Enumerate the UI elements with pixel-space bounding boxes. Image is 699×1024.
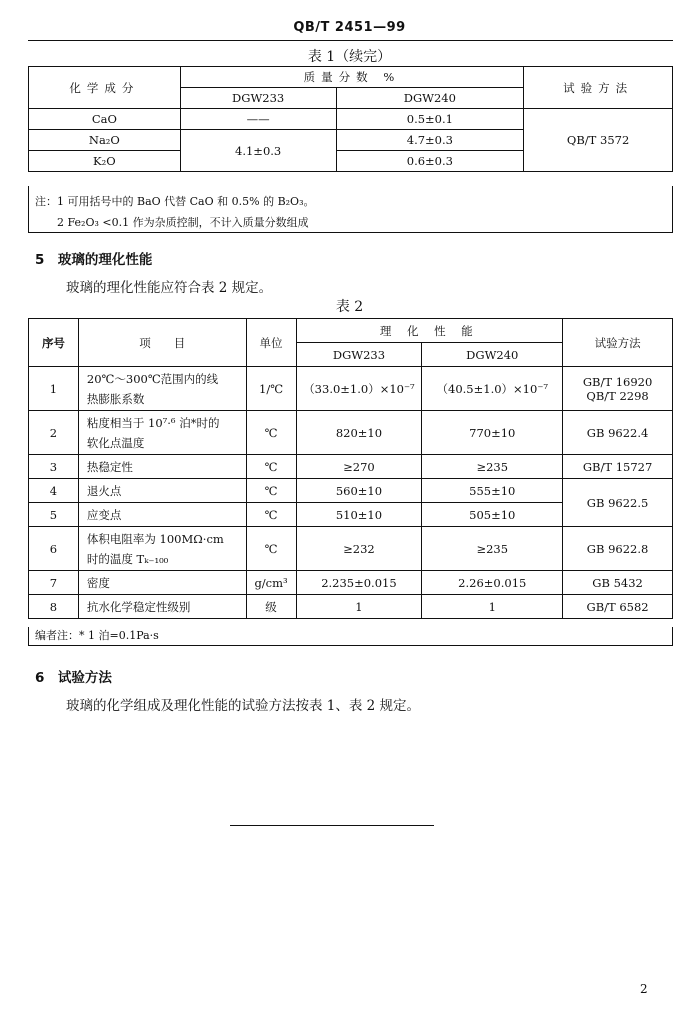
header-rule (28, 40, 673, 41)
t1-cell-component: Na₂O (29, 130, 181, 151)
t2-cell-unit: 1/℃ (246, 367, 296, 411)
t2-cell-dgw233: 1 (296, 595, 422, 619)
section6-paragraph: 玻璃的化学组成及理化性能的试验方法按表 1、表 2 规定。 (66, 698, 421, 714)
t1-cell-dgw233: 4.1±0.3 (180, 130, 336, 172)
t1-cell-method: QB/T 3572 (524, 109, 673, 172)
t2-header-no: 序号 (29, 319, 79, 367)
table1-note-1: 注：1 可用括号中的 BaO 代替 CaO 和 0.5% 的 B₂O₃。 (35, 195, 315, 208)
t2-cell-dgw233: 820±10 (296, 411, 422, 455)
t2-cell-method (563, 367, 673, 411)
t2-cell-dgw233: 560±10 (296, 479, 422, 503)
t2-cell-no: 5 (29, 503, 79, 527)
table-row (29, 479, 673, 503)
section5-heading: 5 玻璃的理化性能 (35, 252, 153, 268)
t2-cell-dgw240: 555±10 (422, 479, 563, 503)
table2-note: 编者注：* 1 泊=0.1Pa·s (28, 627, 673, 646)
t2-cell-no: 4 (29, 479, 79, 503)
t2-cell-item: 应变点 (78, 503, 246, 527)
t2-cell-unit: ℃ (246, 479, 296, 503)
t2-cell-dgw240: 505±10 (422, 503, 563, 527)
t2-cell-method-line: GB/T 16920 (582, 374, 653, 389)
t2-cell-item: 抗水化学稳定性级别 (78, 595, 246, 619)
t2-cell-item-line: 软化点温度 (86, 435, 145, 450)
t2-cell-dgw240: ≥235 (422, 455, 563, 479)
t2-subheader-dgw233: DGW233 (296, 343, 422, 367)
end-rule (230, 825, 434, 826)
table-row (29, 109, 673, 130)
t2-cell-dgw233: 510±10 (296, 503, 422, 527)
table-row (29, 367, 673, 411)
page-number: 2 (640, 982, 648, 996)
t2-cell-unit: g/cm³ (246, 571, 296, 595)
t1-cell-component: CaO (29, 109, 181, 130)
table1-title: 表 1（续完） (307, 49, 392, 65)
t2-cell-unit: ℃ (246, 411, 296, 455)
t2-cell-dgw240: 770±10 (422, 411, 563, 455)
t2-cell-dgw233: ≥232 (296, 527, 422, 571)
t2-cell-no: 7 (29, 571, 79, 595)
table-row (29, 455, 673, 479)
t2-cell-dgw233: ≥270 (296, 455, 422, 479)
t1-header-mass-fraction: 质量分数 % (180, 67, 523, 88)
table-row (29, 411, 673, 455)
t2-cell-item-line: 体积电阻率为 100MΩ·cm (86, 531, 224, 546)
t2-cell-item-line: 热膨胀系数 (86, 391, 145, 406)
table-row (29, 527, 673, 571)
t2-cell-dgw240: 2.26±0.015 (422, 571, 563, 595)
t2-cell-dgw240: 1 (422, 595, 563, 619)
t2-cell-method: GB 5432 (563, 571, 673, 595)
t2-cell-method: GB/T 6582 (563, 595, 673, 619)
t2-cell-dgw233: （33.0±1.0）×10⁻⁷ (296, 367, 422, 411)
table-row (29, 595, 673, 619)
t2-cell-no: 6 (29, 527, 79, 571)
t2-cell-unit: ℃ (246, 527, 296, 571)
t2-cell-no: 8 (29, 595, 79, 619)
t2-cell-item-line: 粘度相当于 10⁷·⁶ 泊*时的 (86, 415, 220, 430)
t2-header-item: 项 目 (78, 319, 246, 367)
table1 (28, 66, 673, 172)
t2-cell-item (78, 527, 246, 571)
t2-cell-item (78, 367, 246, 411)
t2-cell-item-line: 时的温度 Tₖ₋₁₀₀ (86, 551, 169, 566)
table2-title: 表 2 (335, 299, 364, 315)
table1-notes (28, 186, 673, 233)
t2-header-properties: 理 化 性 能 (296, 319, 563, 343)
t2-cell-item: 密度 (78, 571, 246, 595)
t2-cell-method: GB 9622.5 (563, 479, 673, 527)
t1-header-component: 化学成分 (29, 67, 181, 109)
t2-cell-item-line: 20℃～300℃范围内的线 (86, 371, 219, 386)
t2-cell-no: 3 (29, 455, 79, 479)
section6-heading: 6 试验方法 (35, 670, 112, 686)
t1-subheader-dgw240: DGW240 (336, 88, 524, 109)
t2-cell-method: GB 9622.8 (563, 527, 673, 571)
t1-cell-dgw240: 0.5±0.1 (336, 109, 524, 130)
table1-note-2: 2 Fe₂O₃ <0.1 作为杂质控制，不计入质量分数组成 (57, 216, 309, 229)
t2-cell-item: 退火点 (78, 479, 246, 503)
t2-cell-method: GB 9622.4 (563, 411, 673, 455)
t2-header-unit: 单位 (246, 319, 296, 367)
t2-cell-dgw240: ≥235 (422, 527, 563, 571)
t2-cell-unit: ℃ (246, 503, 296, 527)
table-row (29, 571, 673, 595)
t1-subheader-dgw233: DGW233 (180, 88, 336, 109)
t2-cell-unit: ℃ (246, 455, 296, 479)
t1-cell-component: K₂O (29, 151, 181, 172)
t2-subheader-dgw240: DGW240 (422, 343, 563, 367)
t2-cell-no: 2 (29, 411, 79, 455)
t2-cell-method: GB/T 15727 (563, 455, 673, 479)
standard-code: QB/T 2451—99 (293, 20, 406, 35)
t2-cell-dgw233: 2.235±0.015 (296, 571, 422, 595)
t1-cell-dgw240: 4.7±0.3 (336, 130, 524, 151)
t1-cell-dgw240: 0.6±0.3 (336, 151, 524, 172)
t2-cell-method-line: QB/T 2298 (586, 388, 649, 403)
t2-cell-no: 1 (29, 367, 79, 411)
t1-cell-dgw233: —— (180, 109, 336, 130)
table2 (28, 318, 673, 619)
t2-cell-unit: 级 (246, 595, 296, 619)
t2-cell-item: 热稳定性 (78, 455, 246, 479)
section5-paragraph: 玻璃的理化性能应符合表 2 规定。 (66, 280, 273, 296)
t1-header-method: 试验方法 (524, 67, 673, 109)
t2-header-method: 试验方法 (563, 319, 673, 367)
t2-cell-dgw240: （40.5±1.0）×10⁻⁷ (422, 367, 563, 411)
t2-cell-item (78, 411, 246, 455)
